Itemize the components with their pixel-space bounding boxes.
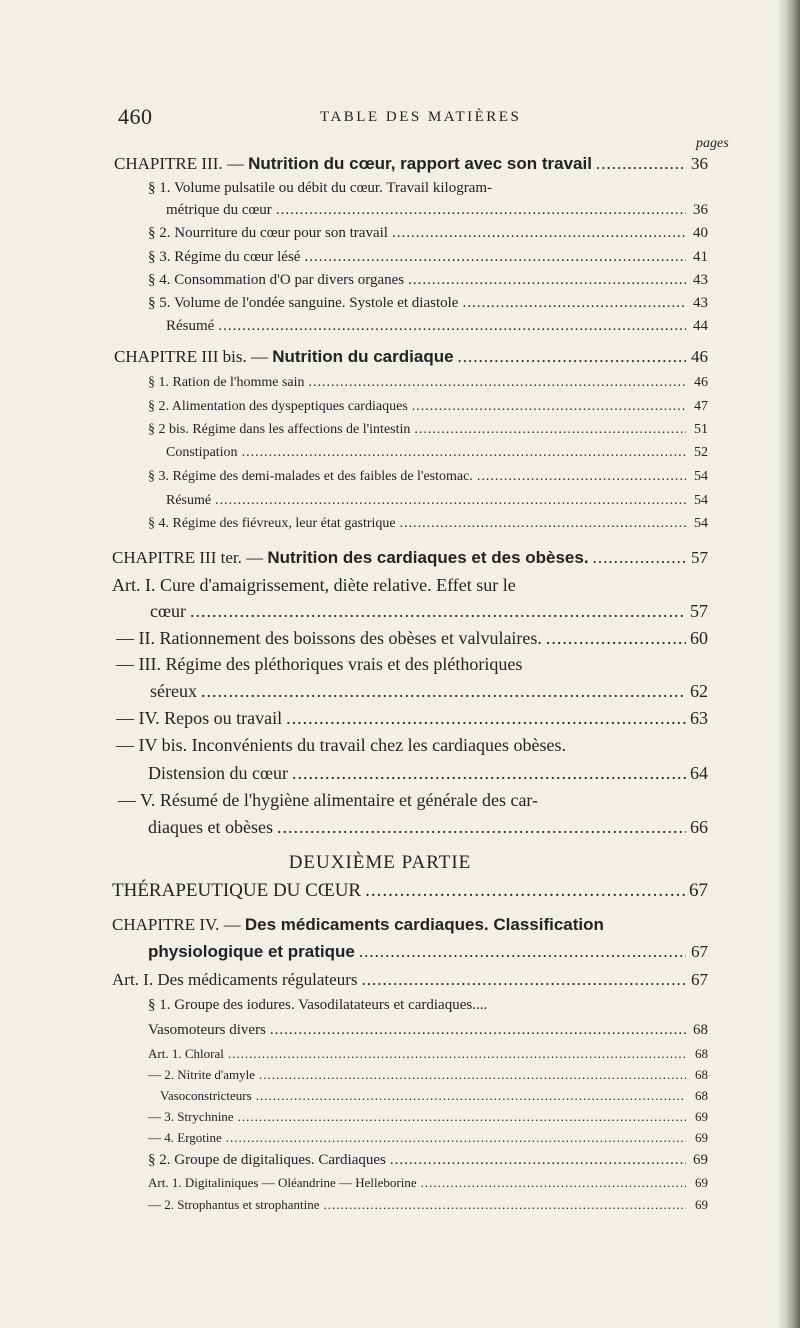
- toc-entry: [148, 1152, 708, 1169]
- toc-entry-bold-title: Nutrition du cœur, rapport avec son travail: [248, 154, 592, 173]
- toc-entry: [166, 202, 708, 219]
- dot-leader: [412, 399, 686, 415]
- toc-entry: [112, 575, 708, 596]
- toc-entry-text: § 3. Régime du cœur lésé: [148, 249, 301, 265]
- toc-entry-text: § 2 bis. Régime dans les affections de l'intestin: [148, 422, 411, 437]
- toc-entry: [118, 790, 708, 811]
- toc-entry: [148, 1022, 708, 1039]
- toc-page-number: 68: [693, 1022, 708, 1038]
- toc-entry-text: § 2. Alimentation des dyspeptiques cardiaques: [148, 399, 408, 414]
- toc-entry-text: § 1. Ration de l'homme sain: [148, 375, 305, 390]
- toc-entry-text: — V. Résumé de l'hygiène alimentaire et générale des car-: [118, 790, 539, 810]
- toc-entry-text: § 2. Groupe de digitaliques. Cardiaques: [148, 1152, 386, 1168]
- dot-leader: [390, 1152, 686, 1169]
- dot-leader: [238, 1109, 686, 1125]
- toc-entry-text: Art. I. Cure d'amaigrissement, diète relative. Effet sur le: [112, 575, 516, 595]
- toc-entry-text: — 4. Ergotine: [148, 1130, 222, 1145]
- pages-column-label: pages: [696, 136, 729, 151]
- toc-page-number: 51: [694, 422, 708, 437]
- toc-page-number: 46: [691, 347, 708, 366]
- toc-entry-text: Vasoconstricteurs: [160, 1088, 252, 1103]
- toc-page-number: 43: [693, 272, 708, 288]
- toc-page-number: 52: [694, 445, 708, 460]
- toc-entry-text: Constipation: [166, 445, 238, 460]
- toc-page-number: 69: [695, 1130, 708, 1145]
- toc-page-number: 40: [693, 225, 708, 241]
- toc-entry-text: § 1. Groupe des iodures. Vasodilatateurs et cardiaques....: [148, 997, 488, 1013]
- toc-entry-text: — 2. Strophantus et strophantine: [148, 1197, 320, 1212]
- toc-entry: [148, 422, 708, 438]
- part-title: DEUXIÈME PARTIE: [288, 852, 472, 873]
- toc-entry-bold-title: physiologique et pratique: [148, 942, 355, 961]
- toc-entry-text: Résumé: [166, 493, 212, 508]
- toc-entry: [148, 1130, 708, 1146]
- dot-leader: [477, 469, 686, 485]
- dot-leader: [546, 628, 686, 649]
- toc-page-number: 44: [693, 318, 708, 334]
- toc-entry-text: diaques et obèses: [148, 817, 273, 837]
- dot-leader: [270, 1022, 686, 1039]
- toc-entry-text: — III. Régime des pléthoriques vrais et des pléthoriques: [116, 654, 523, 674]
- toc-page-number: 60: [690, 628, 708, 648]
- dot-leader: [596, 154, 686, 174]
- toc-page-number: 69: [695, 1175, 708, 1190]
- dot-leader: [421, 1175, 686, 1191]
- toc-page-number: 54: [694, 493, 708, 508]
- toc-entry: [166, 445, 708, 461]
- toc-entry: [148, 272, 708, 289]
- toc-page-number: 57: [690, 601, 708, 621]
- toc-entry: [148, 180, 708, 197]
- toc-page-number: 36: [691, 154, 708, 173]
- toc-page-number: 68: [695, 1046, 708, 1061]
- toc-page-number: 57: [691, 548, 708, 567]
- dot-leader: [593, 548, 686, 568]
- toc-page-number: 66: [690, 817, 708, 837]
- toc-entry-text: CHAPITRE IV. — Des médicaments cardiaques. Classification: [112, 915, 604, 934]
- toc-entry-text: CHAPITRE III. — Nutrition du cœur, rapport avec son travail: [114, 154, 592, 173]
- toc-entry: [150, 601, 708, 622]
- toc-entry: [150, 681, 708, 702]
- toc-entry: [148, 295, 708, 312]
- toc-page-number: 64: [690, 763, 708, 783]
- toc-entry-text: — 3. Strychnine: [148, 1109, 234, 1124]
- toc-entry-text: § 4. Régime des fiévreux, leur état gastrique: [148, 516, 396, 531]
- dot-leader: [365, 880, 685, 902]
- toc-entry: [116, 735, 708, 756]
- toc-page-number: 54: [694, 516, 708, 531]
- toc-page-number: 68: [695, 1067, 708, 1082]
- dot-leader: [218, 318, 686, 335]
- toc-page-number: 47: [694, 399, 708, 414]
- toc-page-number: 54: [694, 469, 708, 484]
- toc-entry-bold-title: Nutrition du cardiaque: [272, 347, 454, 366]
- toc-entry: [148, 1175, 708, 1191]
- toc-entry-text: § 2. Nourriture du cœur pour son travail: [148, 225, 388, 241]
- toc-entry-bold-title: Nutrition des cardiaques et des obèses.: [267, 548, 589, 567]
- toc-entry: [148, 817, 708, 838]
- dot-leader: [277, 817, 686, 838]
- toc-entry: [160, 1088, 708, 1104]
- dot-leader: [242, 445, 686, 461]
- toc-entry: [116, 708, 708, 729]
- toc-entry-text: Art. 1. Chloral: [148, 1046, 224, 1061]
- toc-entry: [148, 763, 708, 784]
- dot-leader: [226, 1130, 686, 1146]
- toc-entry: [116, 628, 708, 649]
- toc-entry-text: § 4. Consommation d'O par divers organes: [148, 272, 405, 288]
- toc-page-number: 63: [690, 708, 708, 728]
- book-spine-shadow: [778, 0, 800, 1328]
- dot-leader: [324, 1197, 686, 1213]
- toc-entry: [148, 399, 708, 415]
- dot-leader: [259, 1067, 686, 1083]
- toc-entry: [112, 880, 708, 902]
- dot-leader: [361, 970, 686, 990]
- dot-leader: [392, 225, 686, 242]
- toc-entry-text: cœur: [150, 601, 186, 621]
- dot-leader: [228, 1046, 686, 1062]
- toc-entry-text: § 3. Régime des demi-malades et des faibles de l'estomac.: [148, 469, 473, 484]
- dot-leader: [292, 763, 686, 784]
- toc-page-number: 68: [695, 1088, 708, 1103]
- toc-entry: [148, 942, 708, 962]
- toc-entry: [112, 548, 708, 568]
- toc-entry: [148, 1197, 708, 1213]
- toc-page-number: 67: [691, 942, 708, 961]
- toc-entry: [148, 1046, 708, 1062]
- toc-entry-text: § 5. Volume de l'ondée sanguine. Systole et diastole: [148, 295, 459, 311]
- toc-entry-text: séreux: [150, 681, 197, 701]
- toc-entry: [114, 347, 708, 367]
- toc-entry-bold-title: Des médicaments cardiaques. Classification: [244, 915, 604, 934]
- running-title: TABLE DES MATIÈRES: [320, 109, 522, 125]
- dot-leader: [190, 601, 686, 622]
- dot-leader: [256, 1088, 686, 1104]
- toc-entry: [148, 516, 708, 532]
- toc-page-number: 46: [694, 375, 708, 390]
- dot-leader: [304, 249, 686, 266]
- toc-page-number: 69: [695, 1197, 708, 1212]
- toc-entry: [166, 318, 708, 335]
- toc-page-number: 69: [695, 1109, 708, 1124]
- dot-leader: [462, 295, 686, 312]
- toc-page-number: 67: [691, 970, 708, 989]
- dot-leader: [276, 202, 686, 219]
- toc-entry-text: CHAPITRE III ter. — Nutrition des cardiaques et des obèses.: [112, 548, 589, 567]
- toc-entry-text: — 2. Nitrite d'amyle: [148, 1067, 256, 1082]
- toc-entry-text: métrique du cœur: [166, 202, 272, 218]
- toc-page-number: 43: [693, 295, 708, 311]
- toc-page-number: 36: [693, 202, 708, 218]
- dot-leader: [215, 493, 686, 509]
- toc-entry-text: Art. 1. Digitaliniques — Oléandrine — Helleborine: [148, 1175, 417, 1190]
- toc-entry-text: THÉRAPEUTIQUE DU CŒUR: [112, 880, 362, 901]
- toc-entry: [148, 1109, 708, 1125]
- toc-entry: [148, 249, 708, 266]
- toc-entry: [116, 654, 708, 675]
- toc-entry-text: — IV bis. Inconvénients du travail chez les cardiaques obèses.: [116, 735, 567, 755]
- toc-entry-text: Résumé: [166, 318, 215, 334]
- toc-entry-text: — IV. Repos ou travail: [116, 708, 283, 728]
- toc-entry-text: Vasomoteurs divers: [148, 1022, 266, 1038]
- toc-entry: [148, 1067, 708, 1083]
- dot-leader: [458, 347, 686, 367]
- toc-page-number: 67: [689, 880, 708, 901]
- toc-entry-text: Distension du cœur: [148, 763, 288, 783]
- page-number: 460: [118, 104, 153, 129]
- toc-page-number: 41: [693, 249, 708, 265]
- toc-entry: [148, 997, 708, 1014]
- toc-page-number: 69: [693, 1152, 708, 1168]
- toc-entry: [112, 915, 708, 935]
- toc-entry-text: Art. I. Des médicaments régulateurs: [112, 970, 358, 989]
- dot-leader: [400, 516, 686, 532]
- dot-leader: [286, 708, 686, 729]
- dot-leader: [309, 375, 686, 391]
- toc-entry-text: — II. Rationnement des boissons des obèses et valvulaires.: [116, 628, 542, 648]
- toc-entry: [148, 469, 708, 485]
- toc-entry: [112, 970, 708, 990]
- toc-page-number: 62: [690, 681, 708, 701]
- dot-leader: [359, 942, 686, 962]
- toc-entry-text: [148, 942, 355, 962]
- toc-entry: [148, 225, 708, 242]
- dot-leader: [201, 681, 686, 702]
- page-header: [0, 104, 800, 128]
- dot-leader: [414, 422, 686, 438]
- toc-entry-text: § 1. Volume pulsatile ou débit du cœur. Travail kilogram-: [148, 180, 493, 196]
- toc-entry: [114, 154, 708, 174]
- toc-entry: [166, 493, 708, 509]
- toc-entry: [148, 375, 708, 391]
- toc-entry-text: CHAPITRE III bis. — Nutrition du cardiaque: [114, 347, 454, 366]
- dot-leader: [408, 272, 686, 289]
